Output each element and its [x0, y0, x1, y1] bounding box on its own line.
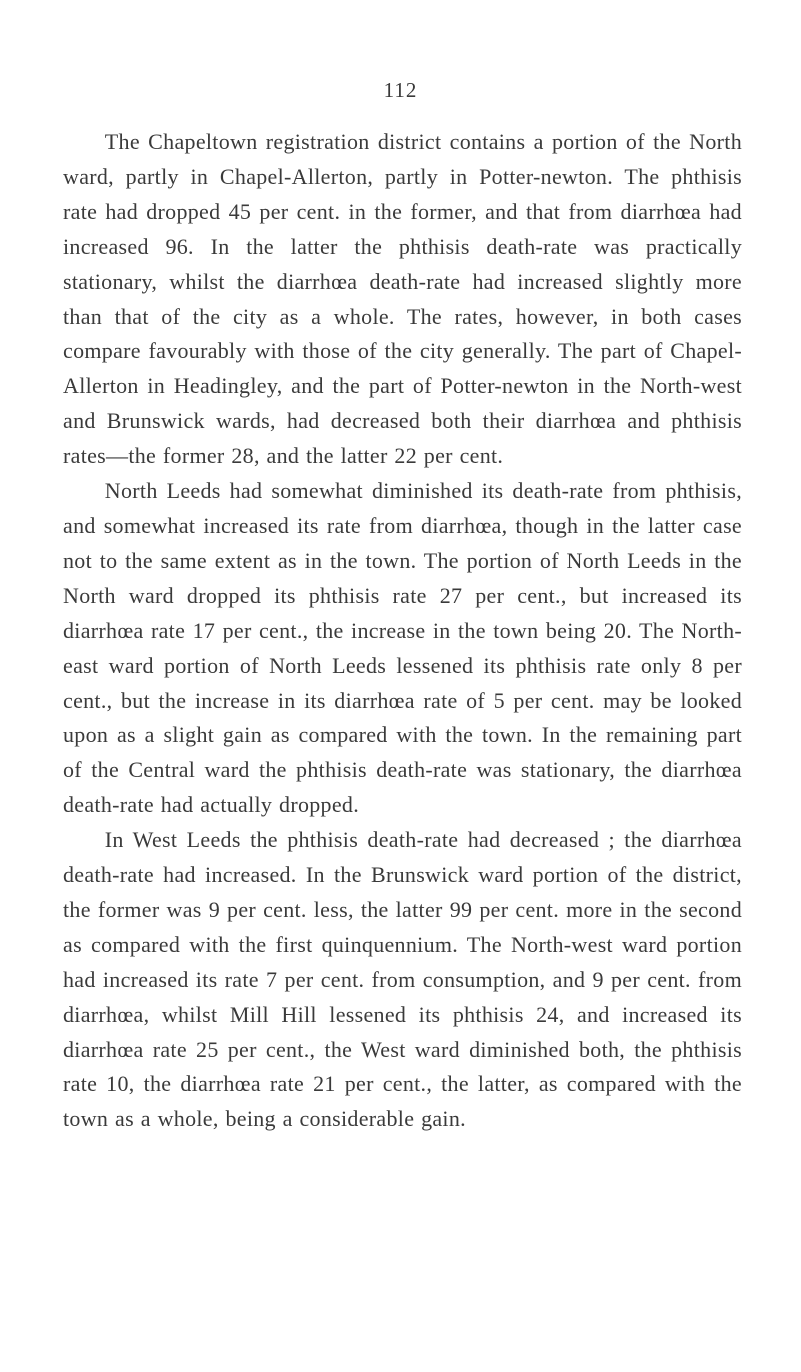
page-number: 112	[383, 78, 418, 102]
paragraph-chapeltown: The Chapeltown registration district contains a portion of the North ward, partly in Chapel-Allerton, partly in Potter-newton. The phthisis rate had dropped 45 per cent. in the former, and that from diarrhœa had increased 96. In the latter the phthisis death-rate was practically stationary, whilst the diarrhœa death-rate had increased slightly more than that of the city as a whole. The rates, however, in both cases compare favourably with those of the city generally. The part of Chapel-Allerton in Headingley, and the part of Potter-newton in the North-west and Brunswick wards, had decreased both their diarrhœa and phthisis rates—the former 28, and the latter 22 per cent.	[63, 129, 742, 469]
paragraph-west-leeds: In West Leeds the phthisis death-rate had decreased ; the diarrhœa death-rate had increased. In the Brunswick ward portion of the district, the former was 9 per cent. less, the latter 99 per cent. more in the second as compared with the first quinquennium. The North-west ward portion had increased its rate 7 per cent. from consumption, and 9 per cent. from diarrhœa, whilst Mill Hill lessened its phthisis 24, and increased its diarrhœa rate 25 per cent., the West ward diminished both, the phthisis rate 10, the diarrhœa rate 21 per cent., the latter, as compared with the town as a whole, being a considerable gain.	[63, 827, 742, 1132]
paragraph-north-leeds: North Leeds had somewhat diminished its death-rate from phthisis, and somewhat increased its rate from diarrhœa, though in the latter case not to the same extent as in the town. The portion of North Leeds in the North ward dropped its phthisis rate 27 per cent., but increased its diarrhœa rate 17 per cent., the increase in the town being 20. The North-east ward portion of North Leeds lessened its phthisis rate only 8 per cent., but the increase in its diarrhœa rate of 5 per cent. may be looked upon as a slight gain as compared with the town. In the remaining part of the Central ward the phthisis death-rate was stationary, the diarrhœa death-rate had actually dropped.	[63, 478, 742, 818]
body-text	[63, 125, 742, 1137]
